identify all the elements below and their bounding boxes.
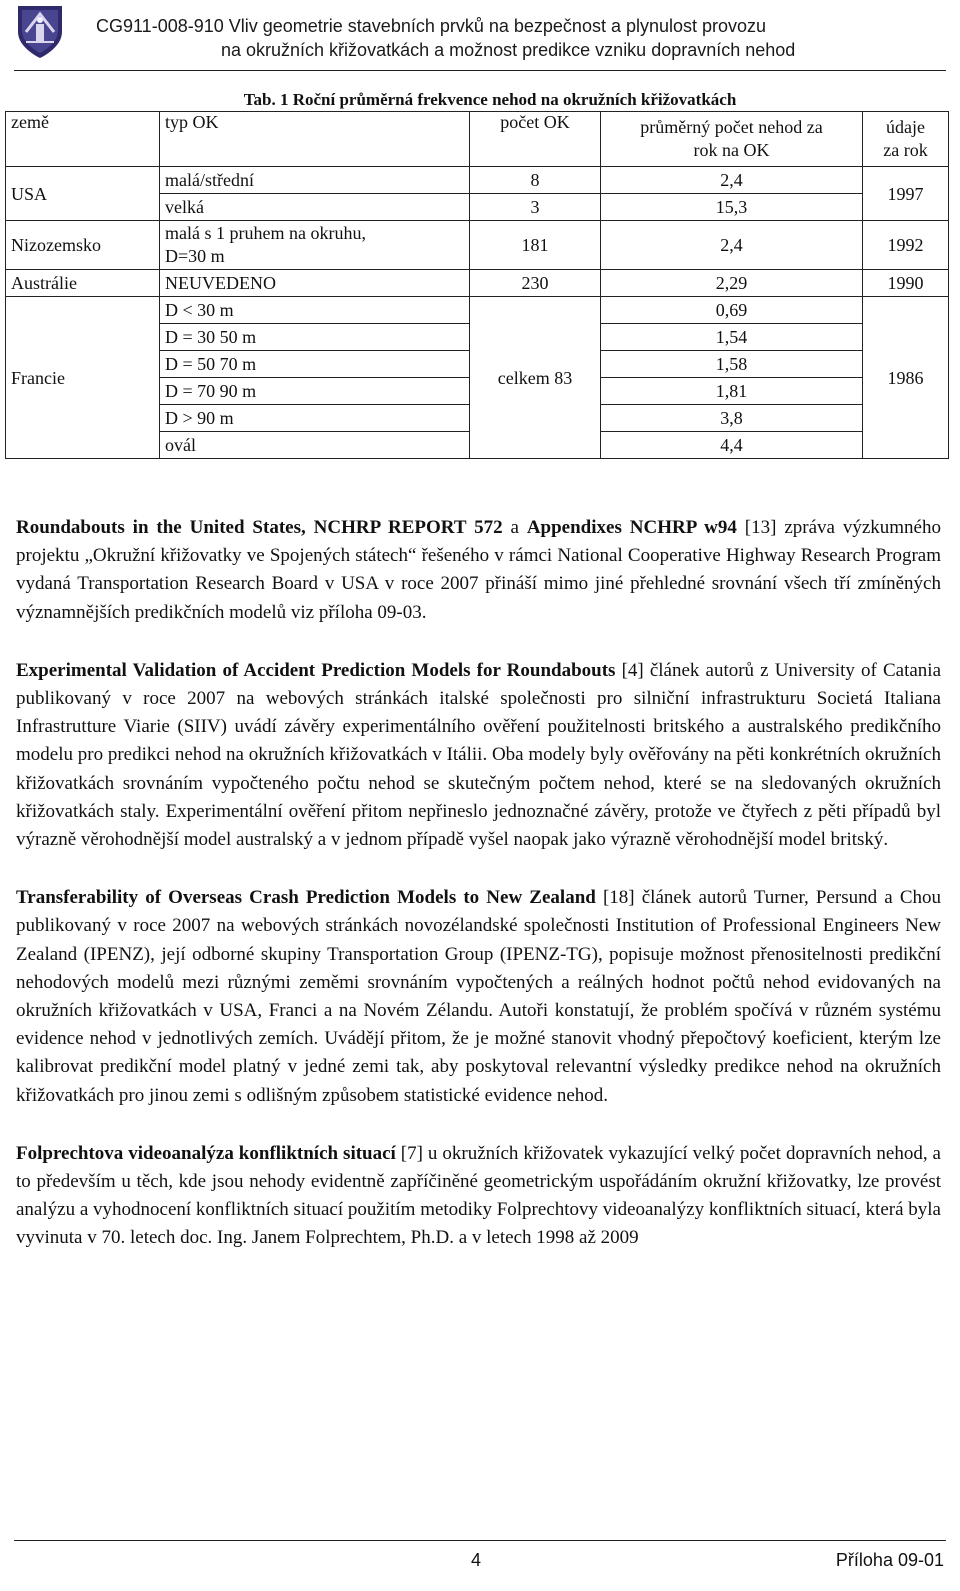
paragraph-new-zealand: [16, 884, 941, 1110]
university-crest-icon: [14, 2, 66, 60]
average-cell: 15,3: [601, 194, 863, 221]
country-cell: Austrálie: [6, 270, 160, 297]
paragraph-title: Roundabouts in the United States, NCHRP REPORT 572: [16, 517, 503, 538]
paragraph-title: Experimental Validation of Accident Prediction Models for Roundabouts: [16, 659, 616, 681]
type-cell: ovál: [160, 432, 470, 459]
table-row: [6, 167, 949, 194]
header-count: počet OK: [470, 112, 601, 167]
table-row: [6, 270, 949, 297]
paragraph-title: Transferability of Overseas Crash Prediction Models to New Zealand: [16, 887, 596, 909]
type-cell: D = 30 50 m: [160, 324, 470, 351]
table-header-row: [6, 112, 949, 167]
header-country: země: [6, 112, 160, 167]
header-year: [863, 112, 949, 167]
year-cell: 1997: [863, 167, 949, 221]
average-cell: 3,8: [601, 405, 863, 432]
header-divider: [14, 70, 946, 71]
page-header: [0, 0, 960, 70]
average-cell: 4,4: [601, 432, 863, 459]
count-cell: 230: [470, 270, 601, 297]
footer-divider: [14, 1540, 946, 1541]
country-cell: Nizozemsko: [6, 221, 160, 270]
paragraph-body: [18] článek autorů Turner, Persund a Chou publikovaný v roce 2007 na webových stránkách novozélandské společnosti Institution of Professional Engineers New Zealand (IPENZ), její odborné skupiny Transportation Group (IPENZ-TG), popisuje možnost přenositelnosti predikční nehodových modelů mezi různými zeměmi srovnáním vypočtených a reálných hodnot počtů nehod evidovaných na okružních křižovatkách v USA, Franci a na Novém Zélandu. Autoři konstatují, že problém spočívá v různém systému evidence nehod v jednotlivých zemích. Uvádějí přitom, že je možné stanovit vhodný přepočtový koeficient, kterým lze kalibrovat predikční model platný v jedné zemi tak, aby poskytoval relevantní výsledky predikce nehod na okružních křižovatkách pro jinou zemi s odlišným způsobem statistické evidence nehod.: [16, 887, 941, 1106]
table-row: [6, 297, 949, 324]
type-cell: malá/střední: [160, 167, 470, 194]
country-cell: Francie: [6, 297, 160, 459]
year-cell: 1992: [863, 221, 949, 270]
appendix-label: Příloha 09-01: [835, 1550, 944, 1570]
type-cell: D = 50 70 m: [160, 351, 470, 378]
average-cell: 0,69: [601, 297, 863, 324]
table-caption: Tab. 1 Roční průměrná frekvence nehod na okružních křižovatkách: [243, 90, 737, 109]
paragraph-nchrp: [16, 514, 941, 627]
paragraph-body: [4] článek autorů z University of Catania publikovaný v roce 2007 na webových stránkách italské společnosti pro silniční infrastrukturu Societá Italiana Infrastrutture Viarie (SIIV) uvádí závěry experimentálního ověření použitelnosti britského a australského predikčního modelu pro predikci nehod na okružních křižovatkách v Itálii. Oba modely byly ověřovány na pěti konkrétních okružních křižovatkách srovnáním vypočteného počtu nehod se skutečným počtem nehod, které se na sledovaných okružních křižovatkách staly. Experimentální ověření přitom nepřineslo jednoznačné závěry, protože ve čtyřech z pěti případů byl výrazně věrohodnější model australský a v jednom případě vyšel naopak jako výrazně věrohodnější model britský.: [16, 659, 941, 851]
header-line-2: na okružních křižovatkách a možnost predikce vzniku dopravních nehod: [221, 40, 796, 60]
header-average-line-1: průměrný počet nehod za: [640, 117, 823, 137]
type-cell: velká: [160, 194, 470, 221]
average-cell: 1,54: [601, 324, 863, 351]
average-cell: 2,4: [601, 221, 863, 270]
year-cell: 1986: [863, 297, 949, 459]
header-year-line-2: za rok: [883, 140, 928, 160]
count-cell: 8: [470, 167, 601, 194]
count-cell: celkem 83: [470, 297, 601, 459]
paragraph-title: Folprechtova videoanalýza konfliktních situací: [16, 1142, 396, 1164]
paragraph-connector: a: [502, 517, 527, 538]
body-text: [16, 514, 941, 1253]
paragraph-body: [7] u okružních křižovatek vykazující velký počet dopravních nehod, a to především u těch, kde jsou nehody evidentně zapříčiněné geometrickým uspořádáním okružní křižovatky, lze provést analýzu a vyhodnocení konfliktních situací použitím metodiky Folprechtovy videoanalýzy konfliktních situací, která byla vyvinuta v 70. letech doc. Ing. Janem Folprechtem, Ph.D. a v letech 1998 až 2009: [16, 1142, 941, 1249]
accident-frequency-table: [5, 111, 949, 459]
header-type: typ OK: [160, 112, 470, 167]
paragraph-catania: [16, 657, 941, 854]
page-number: 4: [471, 1550, 482, 1570]
type-line-2: D=30 m: [165, 246, 225, 266]
count-cell: 181: [470, 221, 601, 270]
paragraph-folprecht: [16, 1140, 941, 1253]
header-average: [601, 112, 863, 167]
type-cell: [160, 221, 470, 270]
year-cell: 1990: [863, 270, 949, 297]
table-row: [6, 221, 949, 270]
country-cell: USA: [6, 167, 160, 221]
type-cell: D = 70 90 m: [160, 378, 470, 405]
type-line-1: malá s 1 pruhem na okruhu,: [165, 223, 366, 243]
paragraph-title-2: Appendixes NCHRP w94: [526, 517, 737, 538]
average-cell: 2,29: [601, 270, 863, 297]
average-cell: 1,58: [601, 351, 863, 378]
paragraph-body: [13] zpráva výzkumného projektu „Okružní křižovatky ve Spojených státech“ řešeného v rámci National Cooperative Highway Research Program vydaná Transportation Research Board v USA v roce 2007 přináší mimo jiné přehledné srovnání všech tří zmíněných významnějších predikčních modelů viz příloha 09-03.: [16, 517, 941, 623]
average-cell: 1,81: [601, 378, 863, 405]
header-average-line-2: rok na OK: [693, 140, 770, 160]
header-line-1: CG911-008-910 Vliv geometrie stavebních prvků na bezpečnost a plynulost provozu: [96, 16, 767, 36]
type-cell: D < 30 m: [160, 297, 470, 324]
average-cell: 2,4: [601, 167, 863, 194]
header-year-line-1: údaje: [886, 117, 925, 137]
count-cell: 3: [470, 194, 601, 221]
type-cell: D > 90 m: [160, 405, 470, 432]
type-cell: NEUVEDENO: [160, 270, 470, 297]
